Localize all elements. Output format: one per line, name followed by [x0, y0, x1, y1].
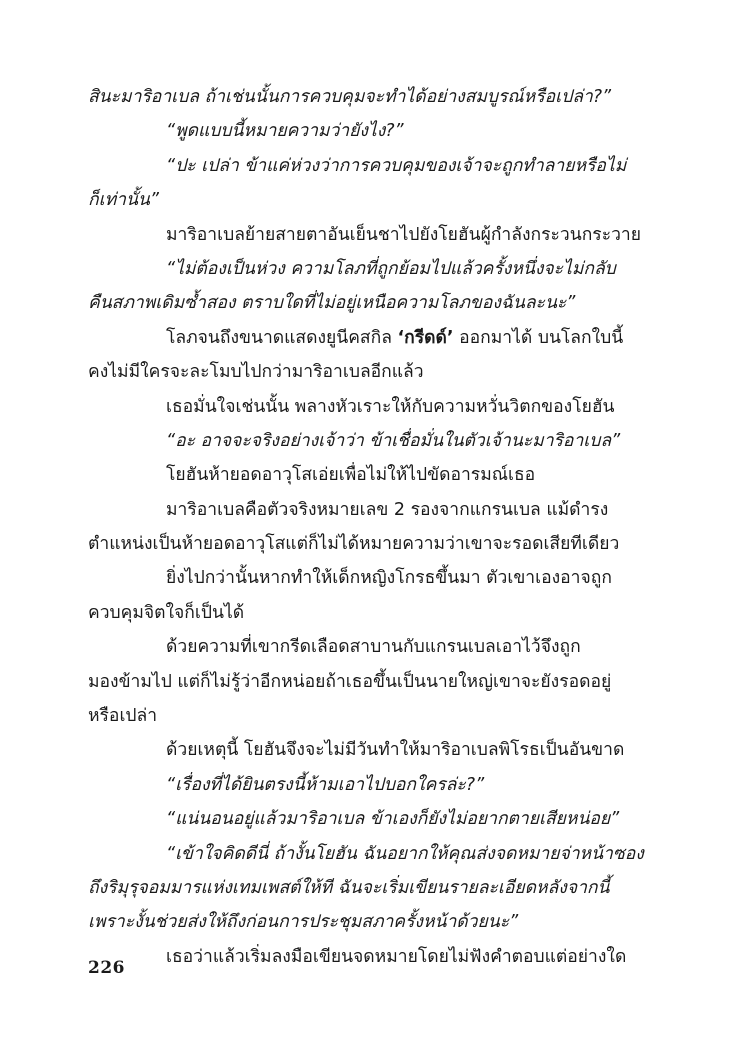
text-line: “เรื่องที่ได้ยินตรงนี้ห้ามเอาไปบอกใครล่ะ?” [166, 774, 485, 795]
text-line: “ไม่ต้องเป็นห่วง ความโลภที่ถูกย้อมไปแล้วครั้งหนึ่งจะไม่กลับ [166, 258, 616, 279]
text-line: โยฮันห้ายอดอาวุโสเอ่ยเพื่อไม่ให้ไปขัดอารมณ์เธอ [166, 465, 536, 486]
text-line: “ปะ เปล่า ข้าแค่ห่วงว่าการควบคุมของเจ้าจะถูกทำลายหรือไม่ [166, 155, 627, 176]
text-line: คงไม่มีใครจะละโมบไปกว่ามาริอาเบลอีกแล้ว [88, 362, 424, 383]
text-line: “พูดแบบนี้หมายความว่ายังไง?” [166, 121, 404, 142]
text-line: เธอว่าแล้วเริ่มลงมือเขียนจดหมายโดยไม่ฟังคำตอบแต่อย่างใด [166, 946, 627, 967]
text-line [88, 321, 653, 355]
text-line: เธอมั่นใจเช่นนั้น พลางหัวเราะให้กับความหวั่นวิตกของโยฮัน [166, 396, 615, 417]
page-number: 226 [88, 958, 125, 978]
text-line: มาริอาเบลคือตัวจริงหมายเลข 2 รองจากแกรนเบล แม้ดำรง [166, 499, 609, 520]
text-line: สินะมาริอาเบล ถ้าเช่นนั้นการควบคุมจะทำได้อย่างสมบูรณ์หรือเปล่า?” [88, 87, 612, 107]
page-body [88, 80, 653, 974]
text-line: “อะ อาจจะจริงอย่างเจ้าว่า ข้าเชื่อมั่นในตัวเจ้านะมาริอาเบล” [166, 430, 621, 451]
text-line: “แน่นอนอยู่แล้วมาริอาเบล ข้าเองก็ยังไม่อยากตายเสียหน่อย” [166, 809, 620, 830]
text-line: ถึงริมุรุจอมมารแห่งเทมเพสต์ให้ที ฉันจะเริ่มเขียนรายละเอียดหลังจากนี้ [88, 877, 610, 898]
text-line: ยิ่งไปกว่านั้นหากทำให้เด็กหญิงโกรธขึ้นมา ตัวเขาเองอาจถูก [166, 568, 612, 589]
text-line: หรือเปล่า [88, 706, 158, 727]
text-line: ก็เท่านั้น” [88, 190, 159, 211]
text-line-prefix: โลภจนถึงขนาดแสดงยูนีคสกิล [166, 327, 392, 348]
text-line: ควบคุมจิตใจก็เป็นได้ [88, 602, 245, 623]
text-line-suffix: ออกมาได้ บนโลกใบนี้ [459, 327, 624, 348]
text-line: คืนสภาพเดิมซ้ำสอง ตราบใดที่ไม่อยู่เหนือความโลภของฉันละนะ” [88, 293, 576, 314]
text-line: มองข้ามไป แต่ก็ไม่รู้ว่าอีกหน่อยถ้าเธอขึ้นเป็นนายใหญ่เขาจะยังรอดอยู่ [88, 671, 612, 692]
text-line: ด้วยเหตุนี้ โยฮันจึงจะไม่มีวันทำให้มาริอาเบลพิโรธเป็นอันขาด [166, 740, 625, 761]
text-line: มาริอาเบลย้ายสายตาอันเย็นชาไปยังโยฮันผู้กำลังกระวนกระวาย [166, 224, 642, 245]
text-line: ด้วยความที่เขากรีดเลือดสาบานกับแกรนเบลเอาไว้จึงถูก [166, 637, 581, 658]
skill-name: ‘กรีดด์’ [397, 327, 454, 348]
text-line: ตำแหน่งเป็นห้ายอดอาวุโสแต่ก็ไม่ได้หมายความว่าเขาจะรอดเสียทีเดียว [88, 534, 620, 555]
text-line: เพราะงั้นช่วยส่งให้ถึงก่อนการประชุมสภาครั้งหน้าด้วยนะ” [88, 912, 519, 933]
text-line: “เข้าใจคิดดีนี่ ถ้างั้นโยฮัน ฉันอยากให้คุณส่งจดหมายจ่าหน้าซอง [166, 843, 644, 864]
